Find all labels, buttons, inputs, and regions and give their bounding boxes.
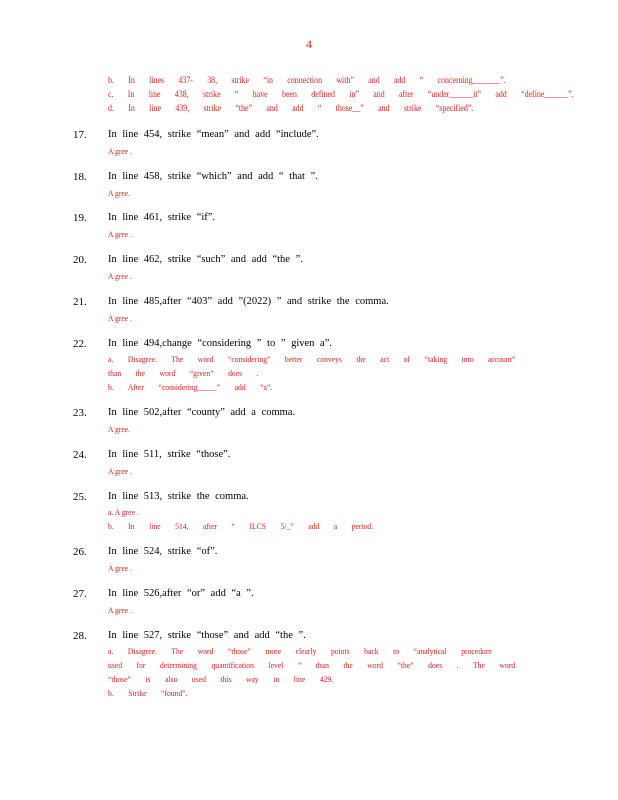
item-number: 19. [73,212,87,224]
item-response-b: b. After “considering_____” add “a”. [108,382,273,392]
item-number: 25. [73,491,87,503]
item-response-a-cont2: “those” is also used this way in line 429. [108,674,334,684]
item-number: 21. [73,296,87,308]
item-number: 27. [73,588,87,600]
item-number: 28. [73,630,87,642]
item-response: A gree . [108,271,133,281]
item-text: In line 494,change “considering ” to ” given a”. [108,338,333,349]
item-text: In line 485,after “403” add ”(2022) ” and strike the comma. [108,296,389,307]
item-text: In line 524, strike “of”. [108,546,218,557]
item-response: A gree . [108,563,133,573]
item-response: A gree . [108,229,133,239]
item-text: In line 526,after “or” add “a ”. [108,588,254,599]
item-response: A gree . [108,313,133,323]
item-response-b: b. In line 514, after “ ILCS 5/_” add a period. [108,521,374,531]
item-response: A gree . [108,466,133,476]
prelude-line-d: d. In line 439, strike “the” and add “ those__” and strike “specified”. [108,103,474,113]
item-response-a: a. Disagree. The word “those” more clearly points back to “analytical procedure [108,646,492,656]
item-number: 23. [73,407,87,419]
item-response-a-cont: used for determining quantification level ” than the word “the” does . The word [108,660,516,670]
item-response: A gree. [108,424,131,434]
item-text: In line 527, strike “those” and add “the ”. [108,630,306,641]
item-text: In line 461, strike “if”. [108,212,216,223]
item-text: In line 458, strike “which” and add “ that ”. [108,171,318,182]
item-number: 18. [73,171,87,183]
item-text: In line 462, strike “such” and add “the ”. [108,254,303,265]
item-number: 26. [73,546,87,558]
item-text: In line 513, strike the comma. [108,491,249,502]
item-number: 22. [73,338,87,350]
page-number: 4 [306,37,312,51]
item-number: 20. [73,254,87,266]
prelude-line-c: c. In line 438, strike “ have been defined in” and after “under______it” add “define______”. [108,89,574,99]
item-response: A gree . [108,605,133,615]
item-response: A gree . [108,146,133,156]
item-response-a-cont: than the word “given” does . [108,368,259,378]
item-number: 17. [73,129,87,141]
item-text: In line 454, strike “mean” and add “include”. [108,129,319,140]
item-number: 24. [73,449,87,461]
item-text: In line 511, strike “those”. [108,449,231,460]
item-response-b: b. Strike “found”. [108,688,188,698]
prelude-subitems [108,73,574,115]
item-response-a: a. A gree . [108,507,139,517]
item-response-a: a. Disagree. The word “considering” better conveys the act of “taking into account” [108,354,516,364]
item-response: A gree. [108,188,131,198]
item-text: In line 502,after “county” add a comma. [108,407,296,418]
prelude-line-b: b. In lines 437- 38, strike “in connection with” and add “ concerning_______”. [108,75,506,85]
